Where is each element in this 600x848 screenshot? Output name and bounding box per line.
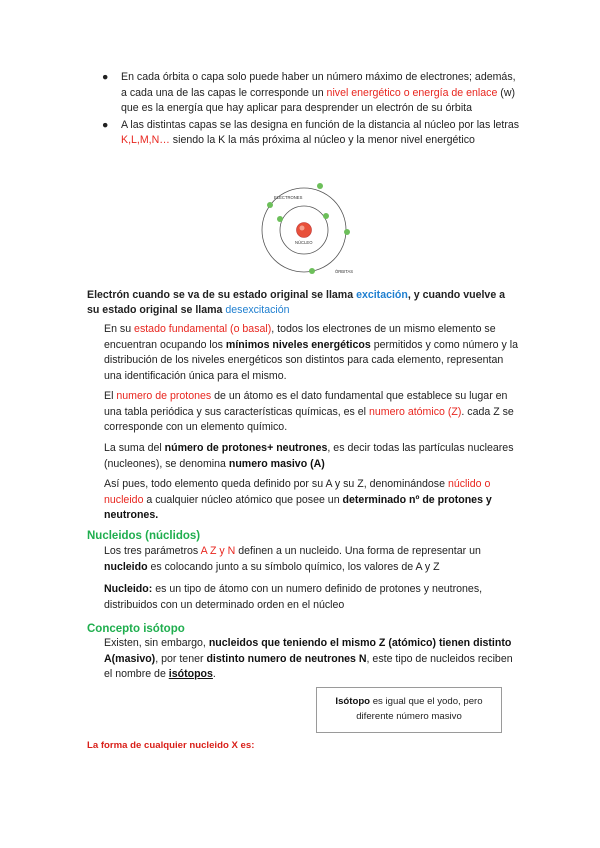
electron-icon [317, 183, 323, 189]
highlight-term: K,L,M,N… [121, 134, 170, 146]
term-deexcitation: desexcitación [225, 304, 290, 316]
paragraph-nucleido-definition: Nucleido: es un tipo de átomo con un numero definido de protones y neutrones, distribuidos con un determinado orden en el núcleo [104, 583, 483, 611]
bullet-list [102, 70, 520, 150]
section-title-isotopo: Concepto isótopo [87, 623, 185, 635]
electron-icon [344, 229, 350, 235]
label-nucleus: NÚCLEO [295, 240, 313, 245]
term-excitation: excitación [356, 289, 408, 301]
bullet-text: (w) que es la energía que hay aplicar para desprender un electrón de su órbita [121, 86, 516, 114]
bullet-dot-icon: ● [102, 71, 109, 83]
bullet-text: A las distintas capas se las designa en función de la distancia al núcleo por las letras [121, 118, 520, 131]
bullet-text: En cada órbita o capa solo puede haber un número máximo de electrones; además, a cada una de las capas le corresponde un [121, 71, 516, 99]
paragraph-ground-state: En su estado fundamental (o basal), todos los electrones de un mismo elemento se encuentran ocupando los mínimos niveles energéticos permitidos y como número y la distribución de los niveles energéticos son distintos para cada elemento, representan una identificación única para el mismo. [104, 323, 518, 382]
label-orbits: ÓRBITAS [335, 269, 354, 274]
nucleus-icon [297, 223, 312, 238]
highlight-term: nivel energético o energía de enlace [326, 86, 498, 99]
label-electrons: ELECTRONES [274, 195, 303, 200]
bullet-dot-icon: ● [102, 118, 109, 131]
final-heading: La forma de cualquier nucleido X es: [87, 740, 255, 751]
electron-icon [267, 202, 273, 208]
paragraph-nuclide: Así pues, todo elemento queda definido por su A y su Z, denominándose núclido o nucleido a cualquier núcleo atómico que posee un determinado nº de protones y neutrones. [104, 478, 492, 521]
nucleus-highlight-icon [300, 226, 305, 231]
excitation-heading: Electrón cuando se va de su estado original se llama excitación, y cuando vuelve a su estado original se llama desexcitación [87, 289, 506, 316]
bullet-item [102, 70, 520, 117]
bullet-item [102, 118, 520, 149]
paragraph-mass-number: La suma del número de protones+ neutrones, es decir todas las partículas nucleares (nucleones), se denomina numero masivo (A) [104, 442, 514, 470]
isotope-note-box: Isótopo es igual que el yodo, pero diferente número masivo [316, 687, 502, 733]
paragraph-isotopes: Existen, sin embargo, nucleidos que teniendo el mismo Z (atómico) tienen distinto A(masivo), por tener distinto numero de neutrones N, este tipo de nucleidos reciben el nombre de isótopos. [104, 637, 513, 680]
bullet-text: siendo la K la más próxima al núcleo y la menor nivel energético [169, 134, 475, 146]
section-title-nucleidos: Nucleidos (núclidos) [87, 530, 201, 542]
electron-icon [323, 213, 329, 219]
electron-icon [277, 216, 283, 222]
paragraph-nucleido-params: Los tres parámetros A Z y N definen a un nucleido. Una forma de representar un nucleido es colocando junto a su símbolo químico, los valores de A y Z [104, 545, 481, 573]
atom-diagram [252, 178, 368, 280]
electron-icon [309, 268, 315, 274]
paragraph-atomic-number: El numero de protones de un átomo es el dato fundamental que establece su lugar en una tabla periódica y sus características químicas, es el numero atómico (Z). cada Z se corresponde con un elemento químico. [104, 390, 514, 433]
